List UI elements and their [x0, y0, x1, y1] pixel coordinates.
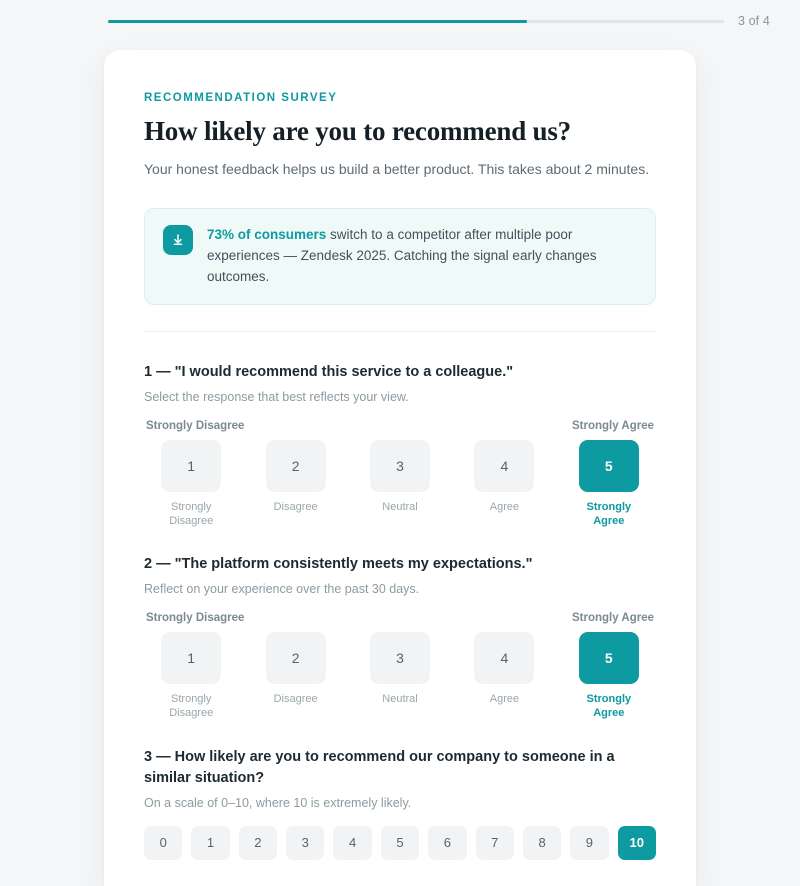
question-2 — [144, 554, 656, 721]
download-arrow-icon — [163, 225, 193, 255]
likert-scale — [144, 440, 656, 529]
callout-text — [207, 225, 637, 288]
progress-step-label: 3 of 4 — [738, 14, 770, 28]
likert-label: Strongly Disagree — [169, 693, 214, 720]
scale-left-label: Strongly Disagree — [146, 419, 245, 432]
question-help: Reflect on your experience over the past 30 days. — [144, 582, 420, 597]
likert-value[interactable]: 1 — [161, 440, 221, 492]
likert-label: Strongly Agree — [586, 693, 632, 720]
likert-value[interactable]: 3 — [370, 440, 430, 492]
likert-label: Neutral — [382, 693, 418, 706]
likert-label: Neutral — [382, 500, 418, 513]
likert-value[interactable]: 3 — [370, 632, 430, 684]
likert-value[interactable]: 4 — [474, 632, 534, 684]
likert-label: Agree — [489, 693, 520, 706]
likert-scale — [144, 632, 656, 721]
question-title: 1 — "I would recommend this service to a colleague." — [144, 363, 514, 380]
likert-option[interactable] — [353, 440, 447, 529]
question-1 — [144, 362, 656, 529]
nps-option[interactable]: 9 — [570, 826, 608, 860]
survey-eyebrow: RECOMMENDATION SURVEY — [144, 92, 338, 104]
nps-option[interactable]: 6 — [428, 826, 466, 860]
likert-label: Agree — [489, 500, 520, 513]
nps-scale — [144, 826, 656, 860]
nps-option-selected[interactable]: 10 — [618, 826, 656, 860]
page-title: How likely are you to recommend us? — [144, 116, 571, 146]
section-divider — [144, 331, 656, 332]
nps-option[interactable]: 7 — [476, 826, 514, 860]
likert-value[interactable]: 2 — [266, 440, 326, 492]
nps-option[interactable]: 0 — [144, 826, 182, 860]
likert-option[interactable] — [353, 632, 447, 721]
scale-right-label: Strongly Agree — [571, 419, 654, 432]
scale-left-label: Strongly Disagree — [146, 612, 245, 625]
page-subtitle: Your honest feedback helps us build a better product. This takes about 2 minutes. — [144, 161, 650, 177]
progress-track — [108, 20, 724, 23]
likert-value[interactable]: 5 — [579, 440, 639, 492]
likert-label: Strongly Disagree — [169, 500, 214, 527]
likert-label: Disagree — [273, 693, 318, 706]
likert-label: Disagree — [273, 500, 318, 513]
question-3 — [144, 747, 656, 860]
likert-value[interactable]: 5 — [579, 632, 639, 684]
likert-option[interactable] — [248, 440, 342, 529]
likert-option[interactable] — [457, 440, 551, 529]
likert-option[interactable] — [457, 632, 551, 721]
survey-card — [104, 50, 696, 886]
stat-callout — [144, 208, 656, 305]
question-help: Select the response that best reflects your view. — [144, 389, 409, 404]
nps-option[interactable]: 8 — [523, 826, 561, 860]
progress-fill — [108, 20, 527, 23]
question-title: 2 — "The platform consistently meets my expectations." — [144, 556, 533, 573]
scale-endpoints — [144, 612, 656, 624]
likert-option-selected[interactable] — [562, 440, 656, 529]
scale-right-label: Strongly Agree — [571, 612, 654, 625]
likert-option[interactable] — [144, 440, 238, 529]
likert-option[interactable] — [144, 632, 238, 721]
likert-option[interactable] — [248, 632, 342, 721]
nps-option[interactable]: 4 — [333, 826, 371, 860]
nps-option[interactable]: 5 — [381, 826, 419, 860]
question-help: On a scale of 0–10, where 10 is extremely likely. — [144, 795, 412, 810]
likert-option-selected[interactable] — [562, 632, 656, 721]
likert-label: Strongly Agree — [586, 500, 632, 527]
nps-option[interactable]: 3 — [286, 826, 324, 860]
progress-bar — [0, 14, 800, 28]
callout-highlight: 73% of consumers — [207, 227, 327, 242]
nps-option[interactable]: 2 — [239, 826, 277, 860]
nps-option[interactable]: 1 — [191, 826, 229, 860]
callout-body: switch to a competitor after multiple poor experiences — Zendesk 2025. Catching the signal early changes outcomes. — [207, 227, 597, 284]
likert-value[interactable]: 1 — [161, 632, 221, 684]
likert-value[interactable]: 2 — [266, 632, 326, 684]
scale-endpoints — [144, 420, 656, 432]
question-title: 3 — How likely are you to recommend our company to someone in a similar situation? — [144, 748, 615, 786]
likert-value[interactable]: 4 — [474, 440, 534, 492]
